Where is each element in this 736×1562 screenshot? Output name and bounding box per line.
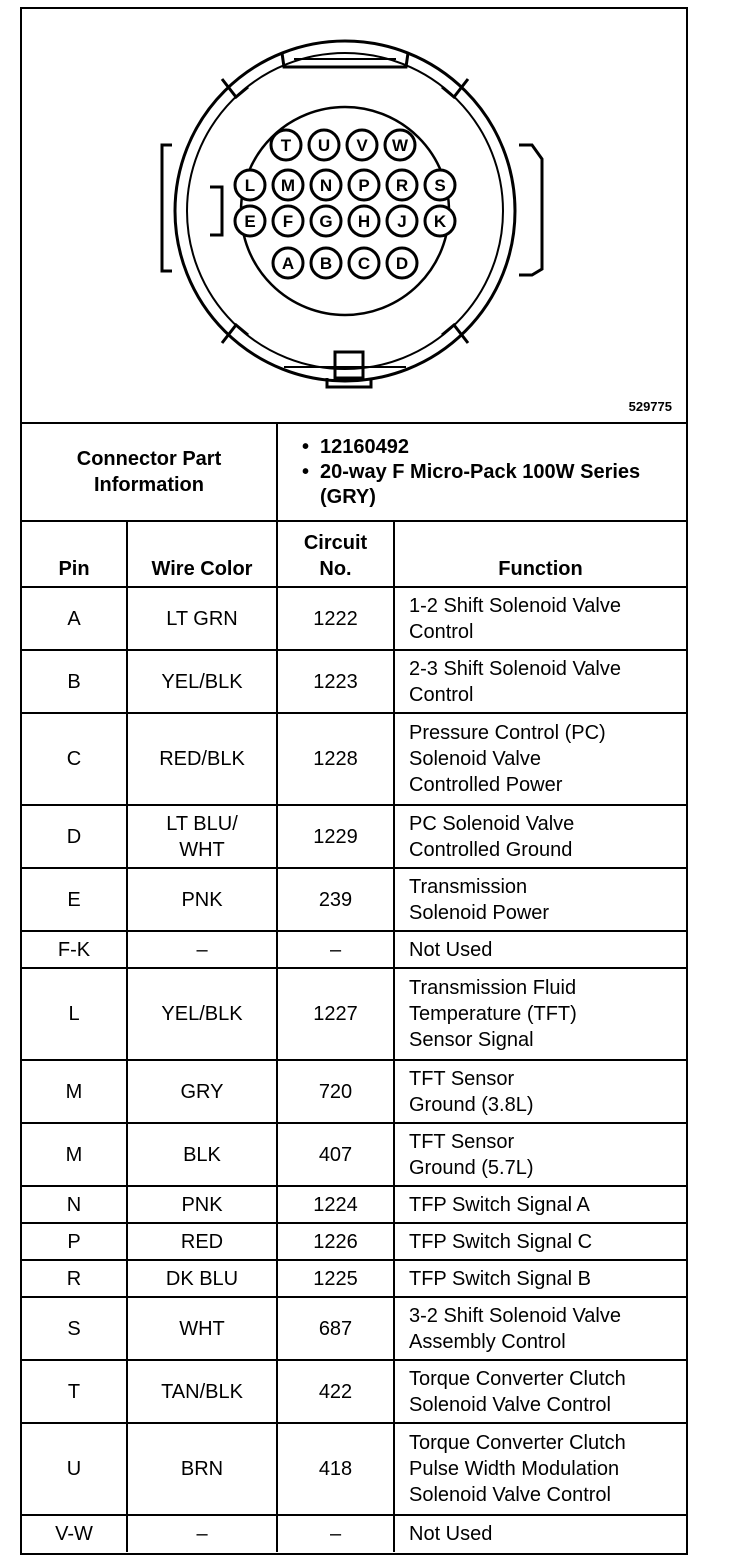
pin-cavity (271, 130, 301, 160)
pin-label: F (282, 212, 294, 231)
wire-color-cell (127, 650, 277, 713)
pin-cell: F-K (22, 931, 127, 968)
wire-color-line: TAN/BLK (161, 1380, 243, 1403)
circuit-cell: 1224 (277, 1186, 394, 1223)
function-line: TFT Sensor (409, 1130, 515, 1153)
pin-cavity (347, 130, 377, 160)
pin-label: D (395, 254, 409, 273)
function-cell (394, 1360, 686, 1423)
circuit-cell: 418 (277, 1423, 394, 1515)
pin-cavity (311, 248, 341, 278)
function-cell (394, 1423, 686, 1515)
function-line: TFT Sensor (409, 1067, 515, 1090)
connector-table (22, 422, 686, 1552)
pin-cavity (311, 170, 341, 200)
function-line: Transmission Fluid (409, 977, 577, 999)
pin-cell: E (22, 868, 127, 931)
function-cell (394, 931, 686, 968)
function-line: 2-3 Shift Solenoid Valve (409, 657, 621, 680)
pin-cell: A (22, 587, 127, 650)
connector-info-label: Connector Part Information (22, 423, 277, 521)
function-line: TFP Switch Signal B (409, 1267, 591, 1290)
function-cell (394, 1186, 686, 1223)
pin-cavity (235, 170, 265, 200)
pin-cavity (349, 248, 379, 278)
pin-label: G (319, 212, 333, 231)
wire-color-cell (127, 1123, 277, 1186)
wire-color-line: BLK (183, 1143, 221, 1166)
wire-color-line: DK BLU (165, 1267, 239, 1290)
pin-cavity (387, 170, 417, 200)
wire-color-cell (127, 1515, 277, 1552)
wire-color-cell (127, 1260, 277, 1297)
function-cell (394, 1260, 686, 1297)
function-cell (394, 1123, 686, 1186)
function-cell (394, 1060, 686, 1123)
circuit-cell: 687 (277, 1297, 394, 1360)
figure-id: 529775 (628, 399, 672, 414)
function-line: Solenoid Valve Control (409, 1484, 611, 1506)
pin-cell: M (22, 1123, 127, 1186)
wire-color-cell (127, 868, 277, 931)
pin-label: K (433, 212, 447, 231)
function-cell (394, 713, 686, 805)
wire-color-line: BRN (180, 1458, 224, 1480)
pin-label: B (319, 254, 333, 273)
function-line: Pulse Width Modulation (409, 1458, 620, 1480)
connector-description: • 20-way F Micro-Pack 100W Series (GRY) (320, 460, 686, 510)
pin-cavity (349, 206, 379, 236)
table-row (22, 650, 686, 713)
wire-color-cell (127, 968, 277, 1060)
connector-sheet (20, 7, 688, 1555)
pin-label: V (356, 136, 368, 155)
wire-color-line: RED (180, 1230, 224, 1253)
circuit-cell: 1222 (277, 587, 394, 650)
function-line: Not Used (409, 1523, 493, 1545)
pin-label: A (281, 254, 295, 273)
pin-cavity (235, 206, 265, 236)
table-row (22, 968, 686, 1060)
wire-color-line: LT BLU/ (166, 812, 238, 835)
table-row (22, 1260, 686, 1297)
pin-cavity (425, 206, 455, 236)
table-row (22, 1186, 686, 1223)
wire-color-line: GRY (180, 1080, 224, 1103)
wire-color-line: RED/BLK (159, 748, 245, 770)
pin-cell: L (22, 968, 127, 1060)
table-row (22, 587, 686, 650)
function-cell (394, 587, 686, 650)
wire-color-line: – (196, 1523, 208, 1545)
table-row (22, 1060, 686, 1123)
function-line: Ground (5.7L) (409, 1156, 534, 1179)
wire-color-cell (127, 1186, 277, 1223)
part-number: • 12160492 (320, 435, 686, 460)
circuit-cell: 1229 (277, 805, 394, 868)
table-row (22, 931, 686, 968)
wire-color-cell (127, 1223, 277, 1260)
table-row (22, 1515, 686, 1552)
circuit-cell: 720 (277, 1060, 394, 1123)
pin-cell: T (22, 1360, 127, 1423)
pin-cell: B (22, 650, 127, 713)
pin-label: H (357, 212, 371, 231)
col-circuit-no: Circuit No. (277, 521, 394, 587)
pin-label: N (319, 176, 333, 195)
wire-color-line: PNK (181, 888, 223, 911)
function-cell (394, 968, 686, 1060)
pin-cell: S (22, 1297, 127, 1360)
table-row (22, 1297, 686, 1360)
col-pin: Pin (22, 521, 127, 587)
wire-color-line: PNK (181, 1193, 223, 1216)
pin-label: W (391, 136, 409, 155)
pin-cavity (311, 206, 341, 236)
function-line: Transmission (409, 875, 528, 898)
pin-label: R (395, 176, 409, 195)
function-cell (394, 650, 686, 713)
circuit-cell: 422 (277, 1360, 394, 1423)
function-line: Torque Converter Clutch (409, 1432, 626, 1454)
pin-cavity (349, 170, 379, 200)
wire-color-cell (127, 713, 277, 805)
table-row (22, 868, 686, 931)
pin-cell: N (22, 1186, 127, 1223)
column-header-row (22, 521, 686, 587)
function-line: 3-2 Shift Solenoid Valve (409, 1304, 621, 1327)
pin-cell: U (22, 1423, 127, 1515)
pin-cell: D (22, 805, 127, 868)
function-line: Control (409, 620, 474, 643)
pin-cavity (309, 130, 339, 160)
pin-cavity (273, 206, 303, 236)
function-cell (394, 868, 686, 931)
connector-info-list (278, 435, 686, 510)
wire-color-line: YEL/BLK (161, 1003, 243, 1025)
wire-color-cell (127, 1423, 277, 1515)
function-line: PC Solenoid Valve (409, 812, 575, 835)
pin-label: S (434, 176, 446, 195)
function-line: TFP Switch Signal C (409, 1230, 593, 1253)
pin-cavity (387, 248, 417, 278)
pin-label: E (244, 212, 256, 231)
table-row (22, 805, 686, 868)
wire-color-line: WHT (179, 1317, 225, 1340)
wire-color-cell (127, 931, 277, 968)
pin-cell: P (22, 1223, 127, 1260)
pin-label: P (358, 176, 370, 195)
function-line: 1-2 Shift Solenoid Valve (409, 594, 621, 617)
connector-face-figure (22, 9, 686, 422)
pin-cell: R (22, 1260, 127, 1297)
circuit-cell: 1227 (277, 968, 394, 1060)
function-cell (394, 1515, 686, 1552)
pin-cell: V-W (22, 1515, 127, 1552)
function-line: Sensor Signal (409, 1029, 534, 1051)
function-line: Pressure Control (PC) (409, 722, 606, 744)
function-line: Controlled Ground (409, 838, 573, 861)
wire-color-line: WHT (179, 838, 225, 861)
table-row (22, 1123, 686, 1186)
circuit-cell: 239 (277, 868, 394, 931)
pin-label: L (244, 176, 256, 195)
pin-cavity (273, 248, 303, 278)
wire-color-cell (127, 1060, 277, 1123)
wire-color-cell (127, 805, 277, 868)
pin-cavity (385, 130, 415, 160)
wire-color-line: – (196, 938, 208, 961)
wire-color-line: LT GRN (166, 607, 238, 630)
pin-label: C (357, 254, 371, 273)
pin-label: U (317, 136, 331, 155)
function-line: Not Used (409, 938, 493, 961)
table-row (22, 1423, 686, 1515)
pin-cavity (425, 170, 455, 200)
function-line: Torque Converter Clutch (409, 1367, 626, 1390)
wire-color-line: YEL/BLK (161, 670, 243, 693)
function-line: TFP Switch Signal A (409, 1193, 590, 1216)
function-line: Controlled Power (409, 774, 563, 796)
pin-label: M (280, 176, 296, 195)
pin-cell: C (22, 713, 127, 805)
circuit-cell: 1226 (277, 1223, 394, 1260)
pin-cell: M (22, 1060, 127, 1123)
pins-layer (235, 130, 455, 278)
table-row (22, 713, 686, 805)
wire-color-cell (127, 1360, 277, 1423)
pin-label: J (397, 212, 407, 231)
pin-cavity (387, 206, 417, 236)
table-row (22, 1360, 686, 1423)
function-line: Temperature (TFT) (409, 1003, 577, 1025)
function-cell (394, 1297, 686, 1360)
table-row (22, 1223, 686, 1260)
function-cell (394, 805, 686, 868)
function-line: Solenoid Valve (409, 748, 541, 770)
col-function: Function (394, 521, 686, 587)
circuit-cell: 1228 (277, 713, 394, 805)
circuit-cell: 1225 (277, 1260, 394, 1297)
function-line: Assembly Control (409, 1330, 566, 1353)
function-line: Solenoid Valve Control (409, 1393, 611, 1416)
wire-color-cell (127, 1297, 277, 1360)
connector-drawing (22, 9, 686, 422)
function-cell (394, 1223, 686, 1260)
circuit-cell: 1223 (277, 650, 394, 713)
connector-info-row (22, 423, 686, 521)
pin-label: T (280, 136, 292, 155)
wire-color-cell (127, 587, 277, 650)
connector-info-cell (277, 423, 686, 521)
function-line: Ground (3.8L) (409, 1093, 534, 1116)
function-line: Solenoid Power (409, 901, 550, 924)
circuit-cell: – (277, 931, 394, 968)
circuit-cell: 407 (277, 1123, 394, 1186)
circuit-cell: – (277, 1515, 394, 1552)
function-line: Control (409, 683, 474, 706)
pin-cavity (273, 170, 303, 200)
col-wire-color: Wire Color (127, 521, 277, 587)
